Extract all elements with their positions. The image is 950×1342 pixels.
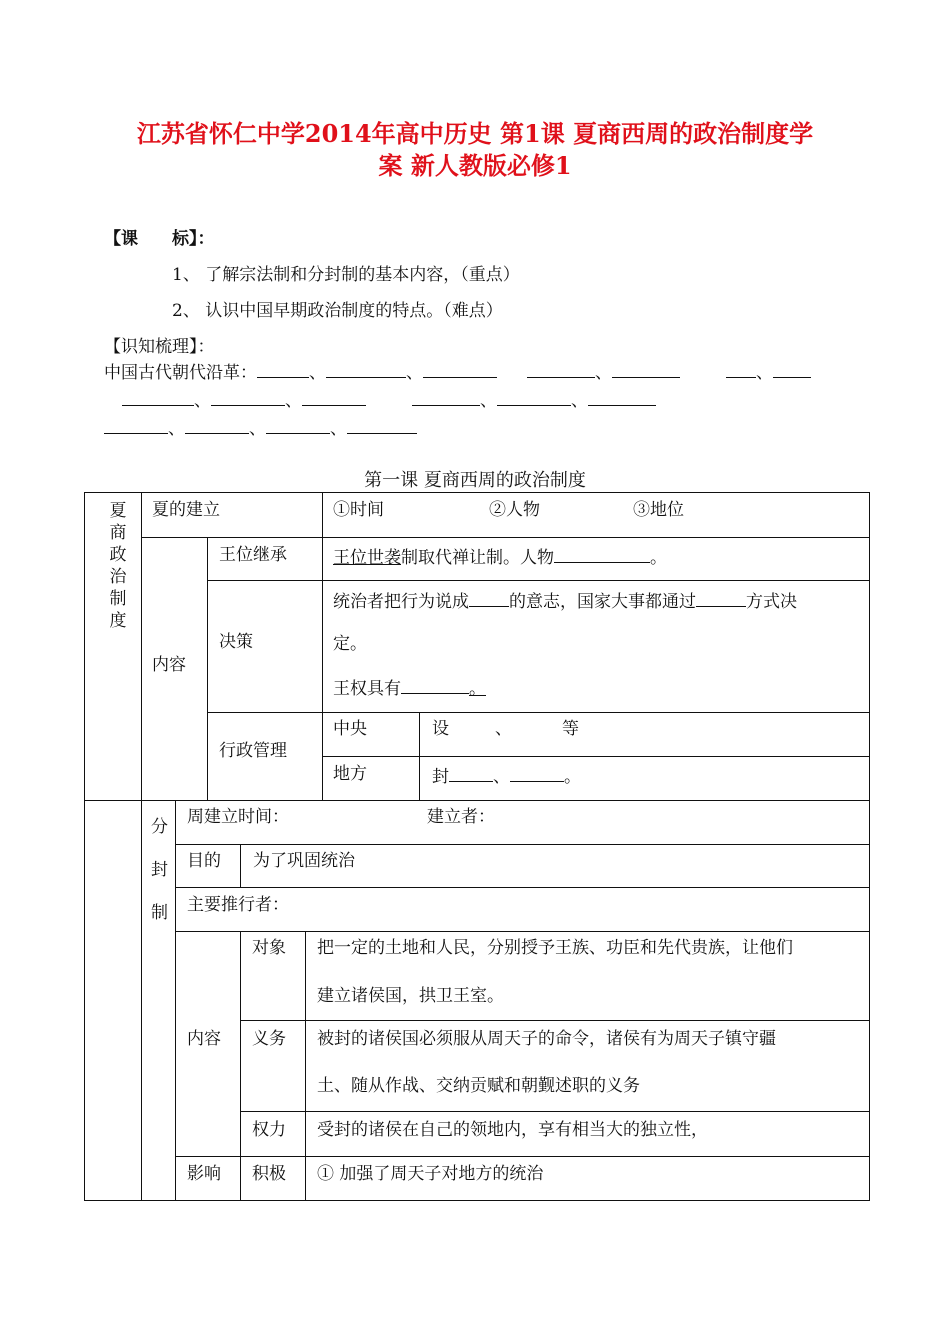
dynasty-blank[interactable] xyxy=(122,387,194,406)
dynasty-line-2 xyxy=(122,386,656,411)
blank-separator: 、 xyxy=(480,391,497,411)
document-title xyxy=(90,118,860,182)
dynasty-blank[interactable] xyxy=(104,415,168,434)
dynasty-blank[interactable] xyxy=(773,359,811,378)
positive-text: ① 加强了周天子对地方的统治 xyxy=(317,1164,544,1184)
blank-separator: 、 xyxy=(571,391,588,411)
duty-text-1: 被封的诸侯国必须服从周天子的命令，诸侯有为周天子镇守疆 xyxy=(317,1029,776,1049)
dynasty-blank[interactable] xyxy=(266,415,330,434)
blank-separator: 、 xyxy=(330,419,347,439)
positive-label: 积极 xyxy=(252,1164,286,1184)
dynasty-blank[interactable] xyxy=(347,415,417,434)
founding-person: ②人物 xyxy=(489,500,540,520)
table-caption: 第一课 夏商西周的政治制度 xyxy=(364,470,586,491)
power-text: 受封的诸侯在自己的领地内，享有相当大的独立性， xyxy=(317,1120,708,1140)
review-heading: 【识知梳理】： xyxy=(104,337,215,357)
dynasty-blank[interactable] xyxy=(302,387,366,406)
fief-content-label: 内容 xyxy=(187,1029,221,1049)
blank-separator: 、 xyxy=(406,363,423,383)
dynasty-blank[interactable] xyxy=(612,359,680,378)
xia-side-label: 夏 商 政 治 制 度 xyxy=(109,501,127,631)
dynasty-label: 中国古代朝代沿革： xyxy=(104,363,257,383)
blank-separator: 、 xyxy=(285,391,302,411)
standard-item-2: 2、 认识中国早期政治制度的特点。（难点） xyxy=(172,301,503,321)
decision-line-1: 统治者把行为说成 的意志，国家大事都通过 方式决 xyxy=(333,588,797,613)
standard-item-1: 1、 了解宗法制和分封制的基本内容，（重点） xyxy=(172,265,520,285)
power-label: 权力 xyxy=(252,1120,286,1140)
influence-label: 影响 xyxy=(187,1164,221,1184)
fill-blank[interactable] xyxy=(510,763,564,782)
local-text: 封 、 。 xyxy=(432,763,581,788)
dynasty-blank[interactable] xyxy=(211,387,285,406)
blank-separator: 、 xyxy=(249,419,266,439)
blank-separator: 、 xyxy=(595,363,612,383)
succession-text: 王位世袭制取代禅让制。人物 。 xyxy=(333,544,667,569)
object-label: 对象 xyxy=(252,938,286,958)
admin-label: 行政管理 xyxy=(219,741,287,761)
founding-time: ①时间 xyxy=(333,500,384,520)
fill-blank[interactable] xyxy=(449,763,493,782)
central-text: 设 、 等 xyxy=(432,719,579,739)
standards-heading: 【课 标】： xyxy=(104,229,215,249)
zhou-founder-label: 建立者： xyxy=(427,807,495,827)
blank-separator: 、 xyxy=(168,419,185,439)
decision-line-2: 定。 xyxy=(333,634,367,654)
title-line-1: 江苏省怀仁中学2014年高中历史 第1课 夏商西周的政治制度学 xyxy=(136,119,814,148)
blank-separator: 、 xyxy=(756,363,773,383)
object-text-1: 把一定的土地和人民，分别授予王族、功臣和先代贵族，让他们 xyxy=(317,938,793,958)
dynasty-blank[interactable] xyxy=(326,359,406,378)
xia-founding-label: 夏的建立 xyxy=(152,500,220,520)
purpose-label: 目的 xyxy=(187,851,221,871)
dynasty-blank[interactable] xyxy=(412,387,480,406)
purpose-text: 为了巩固统治 xyxy=(253,851,355,871)
blank-separator: 、 xyxy=(309,363,326,383)
decision-line-3: 王权具有 。 xyxy=(333,675,486,700)
dynasty-line-3 xyxy=(104,414,417,439)
dynasty-blank[interactable] xyxy=(527,359,595,378)
duty-text-2: 土、随从作战、交纳贡赋和朝觐述职的义务 xyxy=(317,1076,640,1096)
dynasty-blank[interactable] xyxy=(588,387,656,406)
object-text-2: 建立诸侯国，拱卫王室。 xyxy=(317,986,504,1006)
zhou-time-label: 周建立时间： xyxy=(187,807,289,827)
fill-blank[interactable] xyxy=(554,544,650,563)
succession-label: 王位继承 xyxy=(219,545,287,565)
founding-status: ③地位 xyxy=(633,500,684,520)
fill-blank[interactable] xyxy=(696,588,746,607)
dynasty-blank[interactable] xyxy=(726,359,756,378)
dynasty-blank[interactable] xyxy=(497,387,571,406)
xia-content-label: 内容 xyxy=(152,655,186,675)
dynasty-blank[interactable] xyxy=(185,415,249,434)
fill-blank[interactable] xyxy=(401,675,469,694)
dynasty-line-1 xyxy=(104,358,811,383)
blank-separator: 、 xyxy=(194,391,211,411)
decision-label: 决策 xyxy=(219,632,253,652)
promoter-label: 主要推行者： xyxy=(187,895,289,915)
title-line-2: 案 新人教版必修1 xyxy=(378,151,572,180)
fill-blank[interactable] xyxy=(469,588,509,607)
duty-label: 义务 xyxy=(252,1029,286,1049)
dynasty-blank[interactable] xyxy=(423,359,497,378)
central-label: 中央 xyxy=(333,719,367,739)
dynasty-blank[interactable] xyxy=(257,359,309,378)
fief-side-label: 分 封 制 xyxy=(151,817,168,923)
local-label: 地方 xyxy=(333,764,367,784)
